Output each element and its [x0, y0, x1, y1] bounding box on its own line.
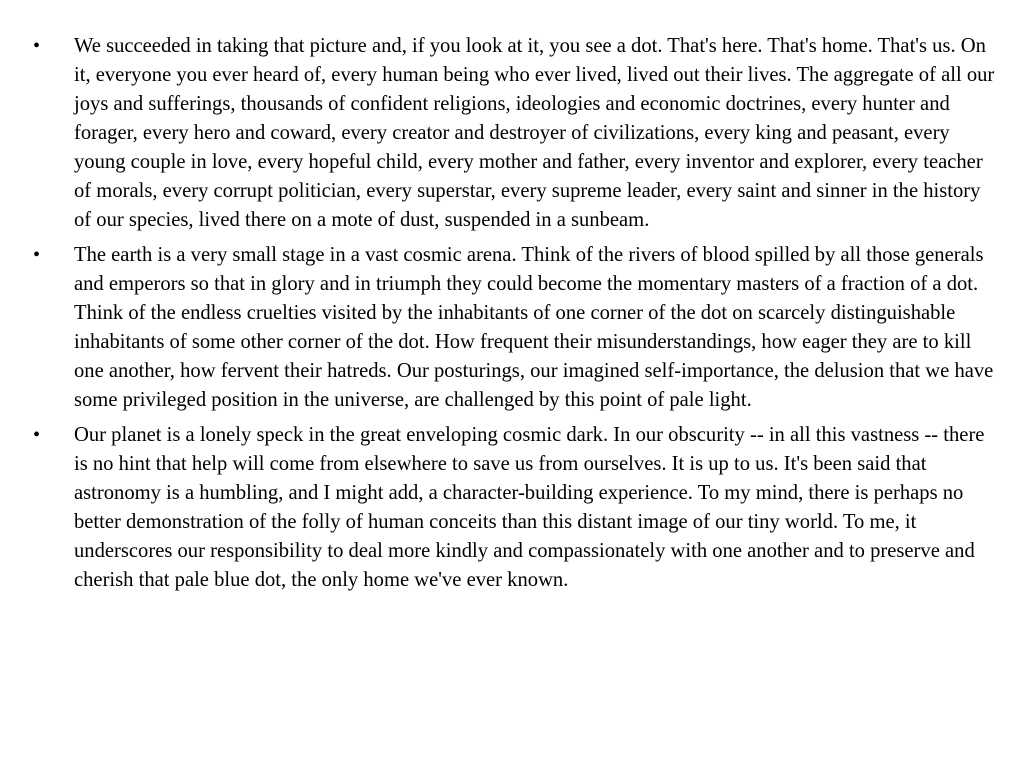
bullet-text: We succeeded in taking that picture and, if you look at it, you see a dot. That's here. That's home. That's us. On it, everyone you ever heard of, every human being who ever lived, lived out their lives. The aggregate of all our joys and sufferings, thousands of confident religions, ideologies and economic doctrines, every hunter and forager, every hero and coward, every creator and destroyer of civilizations, every king and peasant, every young couple in love, every hopeful child, every mother and father, every inventor and explorer, every teacher of morals, every corrupt politician, every superstar, every supreme leader, every saint and sinner in the history of our species, lived there on a mote of dust, suspended in a sunbeam.: [74, 35, 995, 231]
bullet-text: The earth is a very small stage in a vast cosmic arena. Think of the rivers of blood spilled by all those generals and emperors so that in glory and in triumph they could become the momentary masters of a fraction of a dot. Think of the endless cruelties visited by the inhabitants of one corner of the dot on scarcely distinguishable inhabitants of some other corner of the dot. How frequent their misunderstandings, how eager they are to kill one another, how fervent their hatreds. Our posturings, our imagined self-importance, the delusion that we have some privileged position in the universe, are challenged by this point of pale light.: [74, 244, 994, 411]
bullet-item-3: [0, 421, 1000, 595]
bullet-item-2: [0, 241, 1000, 415]
bullet-marker: •: [33, 424, 41, 446]
bullet-item-1: [0, 32, 1000, 235]
bullet-marker: •: [33, 35, 41, 57]
bullet-list: [0, 32, 1000, 601]
bullet-text: Our planet is a lonely speck in the great enveloping cosmic dark. In our obscurity -- in all this vastness -- there is no hint that help will come from elsewhere to save us from ourselves. It is up to us. It's been said that astronomy is a humbling, and I might add, a character-building experience. To my mind, there is perhaps no better demonstration of the folly of human conceits than this distant image of our tiny world. To me, it underscores our responsibility to deal more kindly and compassionately with one another and to preserve and cherish that pale blue dot, the only home we've ever known.: [74, 424, 985, 591]
bullet-marker: •: [33, 244, 41, 266]
